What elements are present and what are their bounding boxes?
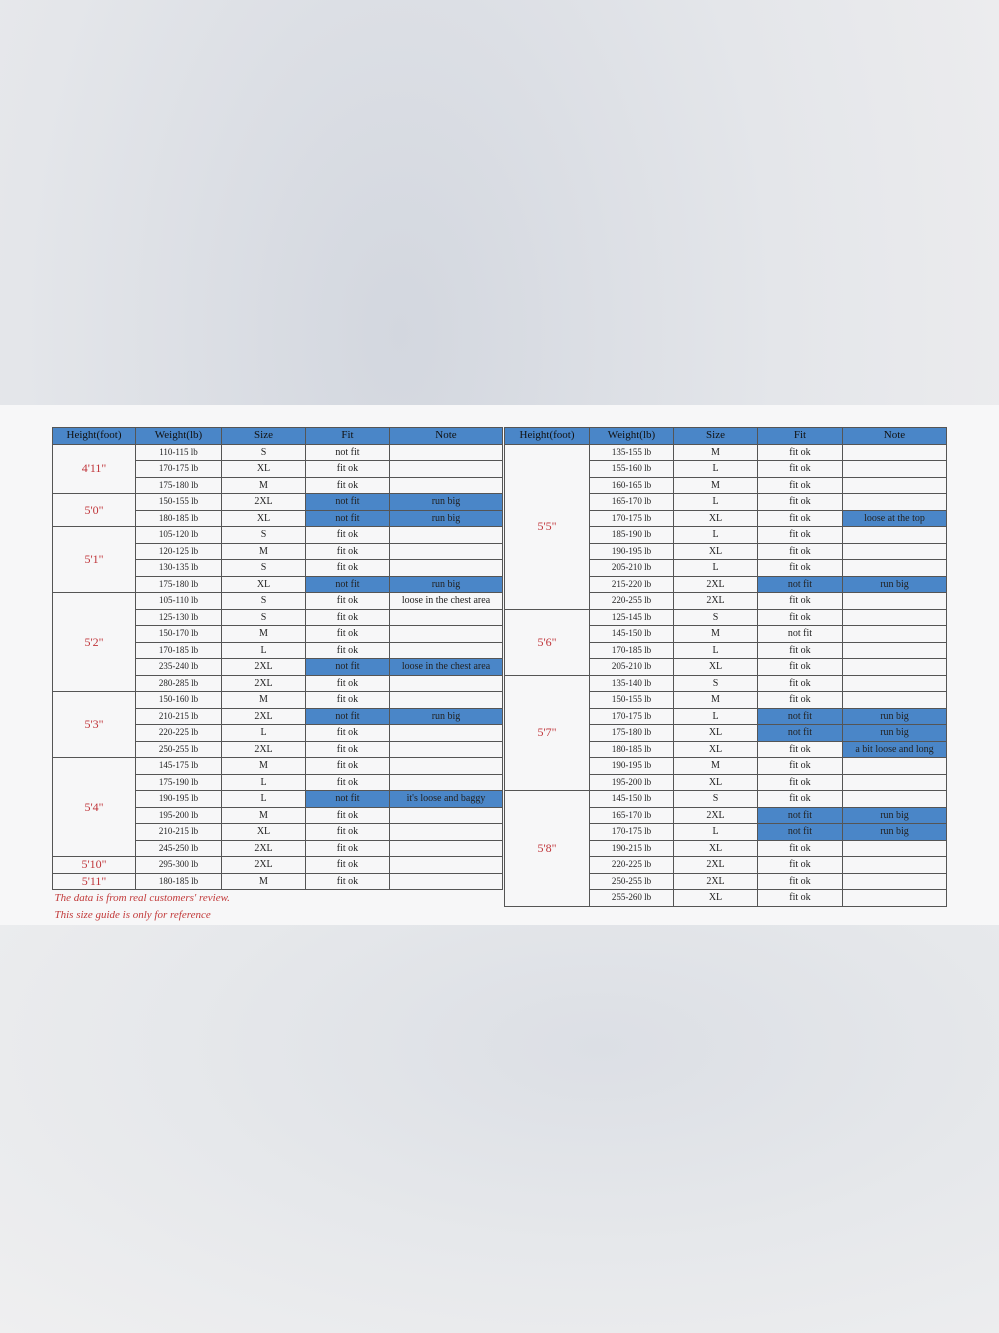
fit-cell: fit ok xyxy=(306,807,390,824)
note-cell: run big xyxy=(843,807,947,824)
size-cell: 2XL xyxy=(222,840,306,857)
note-cell xyxy=(390,626,503,643)
fit-cell: fit ok xyxy=(758,758,843,775)
note-cell xyxy=(390,609,503,626)
note-cell: it's loose and baggy xyxy=(390,791,503,808)
fit-cell: fit ok xyxy=(306,840,390,857)
fit-cell: fit ok xyxy=(306,477,390,494)
note-cell xyxy=(843,840,947,857)
fit-cell: fit ok xyxy=(306,758,390,775)
fit-cell: fit ok xyxy=(758,593,843,610)
note-cell: run big xyxy=(843,725,947,742)
size-cell: XL xyxy=(674,510,758,527)
table-header xyxy=(53,428,503,445)
size-cell: S xyxy=(674,791,758,808)
size-cell: M xyxy=(222,477,306,494)
fit-cell: not fit xyxy=(306,494,390,511)
note-cell xyxy=(390,543,503,560)
note-cell: loose in the chest area xyxy=(390,659,503,676)
height-cell: 5'10" xyxy=(53,857,136,874)
note-cell xyxy=(390,840,503,857)
col-size: Size xyxy=(674,428,758,445)
note-cell xyxy=(843,791,947,808)
table-row xyxy=(505,675,947,692)
weight-cell: 175-190 lb xyxy=(136,774,222,791)
weight-cell: 180-185 lb xyxy=(136,873,222,890)
weight-cell: 110-115 lb xyxy=(136,444,222,461)
fit-cell: fit ok xyxy=(758,741,843,758)
table-row xyxy=(505,791,947,808)
fit-cell: fit ok xyxy=(306,741,390,758)
weight-cell: 145-175 lb xyxy=(136,758,222,775)
note-cell xyxy=(843,659,947,676)
weight-cell: 255-260 lb xyxy=(590,890,674,907)
weight-cell: 185-190 lb xyxy=(590,527,674,544)
table-row xyxy=(53,593,503,610)
height-cell: 5'6" xyxy=(505,609,590,675)
weight-cell: 190-215 lb xyxy=(590,840,674,857)
fit-cell: fit ok xyxy=(306,725,390,742)
weight-cell: 150-160 lb xyxy=(136,692,222,709)
note-cell xyxy=(843,675,947,692)
fit-cell: fit ok xyxy=(306,642,390,659)
weight-cell: 175-180 lb xyxy=(136,477,222,494)
weight-cell: 190-195 lb xyxy=(590,543,674,560)
note-cell xyxy=(390,461,503,478)
fit-cell: fit ok xyxy=(306,593,390,610)
fit-cell: fit ok xyxy=(758,692,843,709)
weight-cell: 170-175 lb xyxy=(590,824,674,841)
note-cell xyxy=(843,527,947,544)
fit-cell: not fit xyxy=(758,576,843,593)
size-cell: L xyxy=(674,642,758,659)
table-row xyxy=(53,692,503,709)
size-cell: 2XL xyxy=(222,741,306,758)
height-cell: 4'11" xyxy=(53,444,136,494)
note-cell xyxy=(843,560,947,577)
weight-cell: 215-220 lb xyxy=(590,576,674,593)
size-cell: 2XL xyxy=(674,576,758,593)
size-cell: L xyxy=(222,791,306,808)
size-cell: 2XL xyxy=(674,873,758,890)
table-header xyxy=(505,428,947,445)
col-weight: Weight(lb) xyxy=(136,428,222,445)
weight-cell: 155-160 lb xyxy=(590,461,674,478)
size-cell: L xyxy=(674,560,758,577)
note-cell xyxy=(390,873,503,890)
note-cell xyxy=(843,758,947,775)
note-cell xyxy=(390,807,503,824)
size-cell: S xyxy=(222,527,306,544)
table-row xyxy=(53,857,503,874)
weight-cell: 220-225 lb xyxy=(136,725,222,742)
col-fit: Fit xyxy=(758,428,843,445)
size-cell: XL xyxy=(222,576,306,593)
weight-cell: 130-135 lb xyxy=(136,560,222,577)
col-size: Size xyxy=(222,428,306,445)
note-cell xyxy=(843,593,947,610)
fit-cell: fit ok xyxy=(758,774,843,791)
size-table-left xyxy=(52,427,503,924)
note-cell xyxy=(843,857,947,874)
fit-cell: fit ok xyxy=(306,824,390,841)
weight-cell: 120-125 lb xyxy=(136,543,222,560)
weight-cell: 105-110 lb xyxy=(136,593,222,610)
weight-cell: 150-155 lb xyxy=(590,692,674,709)
weight-cell: 280-285 lb xyxy=(136,675,222,692)
note-cell: run big xyxy=(390,576,503,593)
weight-cell: 145-150 lb xyxy=(590,791,674,808)
note-cell xyxy=(843,626,947,643)
note-cell xyxy=(390,758,503,775)
size-cell: M xyxy=(674,444,758,461)
size-cell: XL xyxy=(674,774,758,791)
note-cell xyxy=(843,642,947,659)
fit-cell: fit ok xyxy=(306,560,390,577)
note-cell xyxy=(843,461,947,478)
weight-cell: 195-200 lb xyxy=(136,807,222,824)
size-table-right xyxy=(504,427,947,907)
note-cell: run big xyxy=(843,708,947,725)
note-cell: run big xyxy=(390,494,503,511)
fit-cell: fit ok xyxy=(758,873,843,890)
height-cell: 5'7" xyxy=(505,675,590,791)
size-chart xyxy=(0,405,999,925)
size-cell: S xyxy=(222,560,306,577)
note-cell: run big xyxy=(390,708,503,725)
size-cell: M xyxy=(674,692,758,709)
note-cell xyxy=(390,675,503,692)
weight-cell: 170-175 lb xyxy=(136,461,222,478)
weight-cell: 250-255 lb xyxy=(590,873,674,890)
size-cell: XL xyxy=(222,824,306,841)
note-cell xyxy=(843,890,947,907)
size-cell: L xyxy=(222,774,306,791)
weight-cell: 165-170 lb xyxy=(590,807,674,824)
size-cell: S xyxy=(222,609,306,626)
fit-cell: not fit xyxy=(306,708,390,725)
note-cell xyxy=(843,774,947,791)
weight-cell: 125-145 lb xyxy=(590,609,674,626)
fit-cell: not fit xyxy=(306,510,390,527)
size-cell: M xyxy=(674,626,758,643)
table-row xyxy=(505,609,947,626)
weight-cell: 135-155 lb xyxy=(590,444,674,461)
note-cell xyxy=(390,824,503,841)
note-cell xyxy=(390,774,503,791)
fit-cell: not fit xyxy=(306,791,390,808)
col-note: Note xyxy=(390,428,503,445)
footnote: The data is from real customers' review. xyxy=(54,892,230,904)
footnote-row xyxy=(53,907,503,924)
size-cell: L xyxy=(674,527,758,544)
note-cell xyxy=(843,543,947,560)
size-cell: XL xyxy=(674,725,758,742)
weight-cell: 220-255 lb xyxy=(590,593,674,610)
height-cell: 5'4" xyxy=(53,758,136,857)
size-cell: S xyxy=(222,593,306,610)
note-cell xyxy=(390,642,503,659)
weight-cell: 210-215 lb xyxy=(136,824,222,841)
size-cell: XL xyxy=(674,543,758,560)
note-cell xyxy=(390,692,503,709)
note-cell: run big xyxy=(843,824,947,841)
size-cell: XL xyxy=(674,890,758,907)
note-cell: loose in the chest area xyxy=(390,593,503,610)
weight-cell: 190-195 lb xyxy=(590,758,674,775)
weight-cell: 220-225 lb xyxy=(590,857,674,874)
fit-cell: fit ok xyxy=(306,543,390,560)
note-cell xyxy=(843,873,947,890)
fit-cell: fit ok xyxy=(758,543,843,560)
note-cell xyxy=(390,444,503,461)
col-height: Height(foot) xyxy=(505,428,590,445)
size-cell: M xyxy=(222,543,306,560)
fit-cell: fit ok xyxy=(306,857,390,874)
background-bottom xyxy=(0,925,999,1333)
size-cell: M xyxy=(222,758,306,775)
fit-cell: fit ok xyxy=(758,791,843,808)
weight-cell: 105-120 lb xyxy=(136,527,222,544)
size-cell: XL xyxy=(222,461,306,478)
size-cell: 2XL xyxy=(222,659,306,676)
weight-cell: 210-215 lb xyxy=(136,708,222,725)
weight-cell: 170-175 lb xyxy=(590,708,674,725)
fit-cell: fit ok xyxy=(306,609,390,626)
weight-cell: 180-185 lb xyxy=(136,510,222,527)
weight-cell: 175-180 lb xyxy=(590,725,674,742)
height-cell: 5'5" xyxy=(505,444,590,609)
size-cell: 2XL xyxy=(222,857,306,874)
note-cell xyxy=(843,494,947,511)
note-cell: run big xyxy=(390,510,503,527)
weight-cell: 190-195 lb xyxy=(136,791,222,808)
fit-cell: not fit xyxy=(306,444,390,461)
table-row xyxy=(53,873,503,890)
size-cell: M xyxy=(222,692,306,709)
fit-cell: not fit xyxy=(758,807,843,824)
weight-cell: 205-210 lb xyxy=(590,659,674,676)
fit-cell: fit ok xyxy=(758,659,843,676)
fit-cell: fit ok xyxy=(758,840,843,857)
weight-cell: 205-210 lb xyxy=(590,560,674,577)
size-cell: XL xyxy=(222,510,306,527)
fit-cell: not fit xyxy=(758,725,843,742)
size-cell: 2XL xyxy=(222,675,306,692)
note-cell: run big xyxy=(843,576,947,593)
table-row xyxy=(53,527,503,544)
fit-cell: fit ok xyxy=(306,675,390,692)
fit-cell: fit ok xyxy=(306,692,390,709)
size-cell: S xyxy=(222,444,306,461)
note-cell xyxy=(390,477,503,494)
size-cell: S xyxy=(674,609,758,626)
fit-cell: fit ok xyxy=(306,461,390,478)
fit-cell: fit ok xyxy=(758,857,843,874)
weight-cell: 295-300 lb xyxy=(136,857,222,874)
table-row xyxy=(53,758,503,775)
height-cell: 5'3" xyxy=(53,692,136,758)
size-cell: 2XL xyxy=(222,708,306,725)
fit-cell: fit ok xyxy=(758,477,843,494)
note-cell: loose at the top xyxy=(843,510,947,527)
fit-cell: not fit xyxy=(758,708,843,725)
weight-cell: 250-255 lb xyxy=(136,741,222,758)
note-cell xyxy=(843,692,947,709)
height-cell: 5'8" xyxy=(505,791,590,907)
fit-cell: fit ok xyxy=(758,642,843,659)
size-cell: XL xyxy=(674,741,758,758)
size-cell: 2XL xyxy=(674,857,758,874)
fit-cell: fit ok xyxy=(758,675,843,692)
weight-cell: 170-185 lb xyxy=(136,642,222,659)
note-cell xyxy=(390,725,503,742)
fit-cell: fit ok xyxy=(758,510,843,527)
size-cell: 2XL xyxy=(674,593,758,610)
fit-cell: fit ok xyxy=(758,461,843,478)
fit-cell: fit ok xyxy=(758,890,843,907)
note-cell xyxy=(390,741,503,758)
size-cell: XL xyxy=(674,840,758,857)
note-cell xyxy=(390,560,503,577)
fit-cell: fit ok xyxy=(758,494,843,511)
height-cell: 5'2" xyxy=(53,593,136,692)
fit-cell: fit ok xyxy=(758,560,843,577)
size-cell: L xyxy=(674,494,758,511)
fit-cell: not fit xyxy=(758,824,843,841)
note-cell xyxy=(843,444,947,461)
note-cell xyxy=(390,857,503,874)
weight-cell: 150-170 lb xyxy=(136,626,222,643)
note-cell xyxy=(843,477,947,494)
weight-cell: 175-180 lb xyxy=(136,576,222,593)
size-cell: M xyxy=(222,807,306,824)
fit-cell: not fit xyxy=(306,576,390,593)
fit-cell: fit ok xyxy=(758,444,843,461)
table-row xyxy=(53,494,503,511)
size-cell: XL xyxy=(674,659,758,676)
table-row xyxy=(505,444,947,461)
fit-cell: fit ok xyxy=(306,527,390,544)
size-cell: M xyxy=(222,873,306,890)
size-cell: S xyxy=(674,675,758,692)
weight-cell: 180-185 lb xyxy=(590,741,674,758)
weight-cell: 150-155 lb xyxy=(136,494,222,511)
col-note: Note xyxy=(843,428,947,445)
weight-cell: 170-175 lb xyxy=(590,510,674,527)
size-cell: L xyxy=(674,708,758,725)
weight-cell: 165-170 lb xyxy=(590,494,674,511)
note-cell: a bit loose and long xyxy=(843,741,947,758)
height-cell: 5'11" xyxy=(53,873,136,890)
fit-cell: fit ok xyxy=(306,626,390,643)
size-cell: L xyxy=(674,824,758,841)
note-cell xyxy=(843,609,947,626)
footnote-row xyxy=(53,890,503,908)
size-cell: 2XL xyxy=(222,494,306,511)
table-row xyxy=(53,444,503,461)
weight-cell: 135-140 lb xyxy=(590,675,674,692)
size-cell: 2XL xyxy=(674,807,758,824)
col-fit: Fit xyxy=(306,428,390,445)
fit-cell: not fit xyxy=(306,659,390,676)
height-cell: 5'0" xyxy=(53,494,136,527)
size-cell: M xyxy=(674,477,758,494)
fit-cell: fit ok xyxy=(306,774,390,791)
fit-cell: fit ok xyxy=(758,527,843,544)
weight-cell: 195-200 lb xyxy=(590,774,674,791)
note-cell xyxy=(390,527,503,544)
weight-cell: 235-240 lb xyxy=(136,659,222,676)
fit-cell: not fit xyxy=(758,626,843,643)
size-cell: L xyxy=(222,642,306,659)
height-cell: 5'1" xyxy=(53,527,136,593)
weight-cell: 170-185 lb xyxy=(590,642,674,659)
col-height: Height(foot) xyxy=(53,428,136,445)
size-cell: L xyxy=(222,725,306,742)
weight-cell: 160-165 lb xyxy=(590,477,674,494)
size-cell: M xyxy=(674,758,758,775)
weight-cell: 145-150 lb xyxy=(590,626,674,643)
size-cell: M xyxy=(222,626,306,643)
weight-cell: 125-130 lb xyxy=(136,609,222,626)
weight-cell: 245-250 lb xyxy=(136,840,222,857)
size-cell: L xyxy=(674,461,758,478)
fit-cell: fit ok xyxy=(758,609,843,626)
fit-cell: fit ok xyxy=(306,873,390,890)
col-weight: Weight(lb) xyxy=(590,428,674,445)
footnote: This size guide is only for reference xyxy=(54,909,211,921)
